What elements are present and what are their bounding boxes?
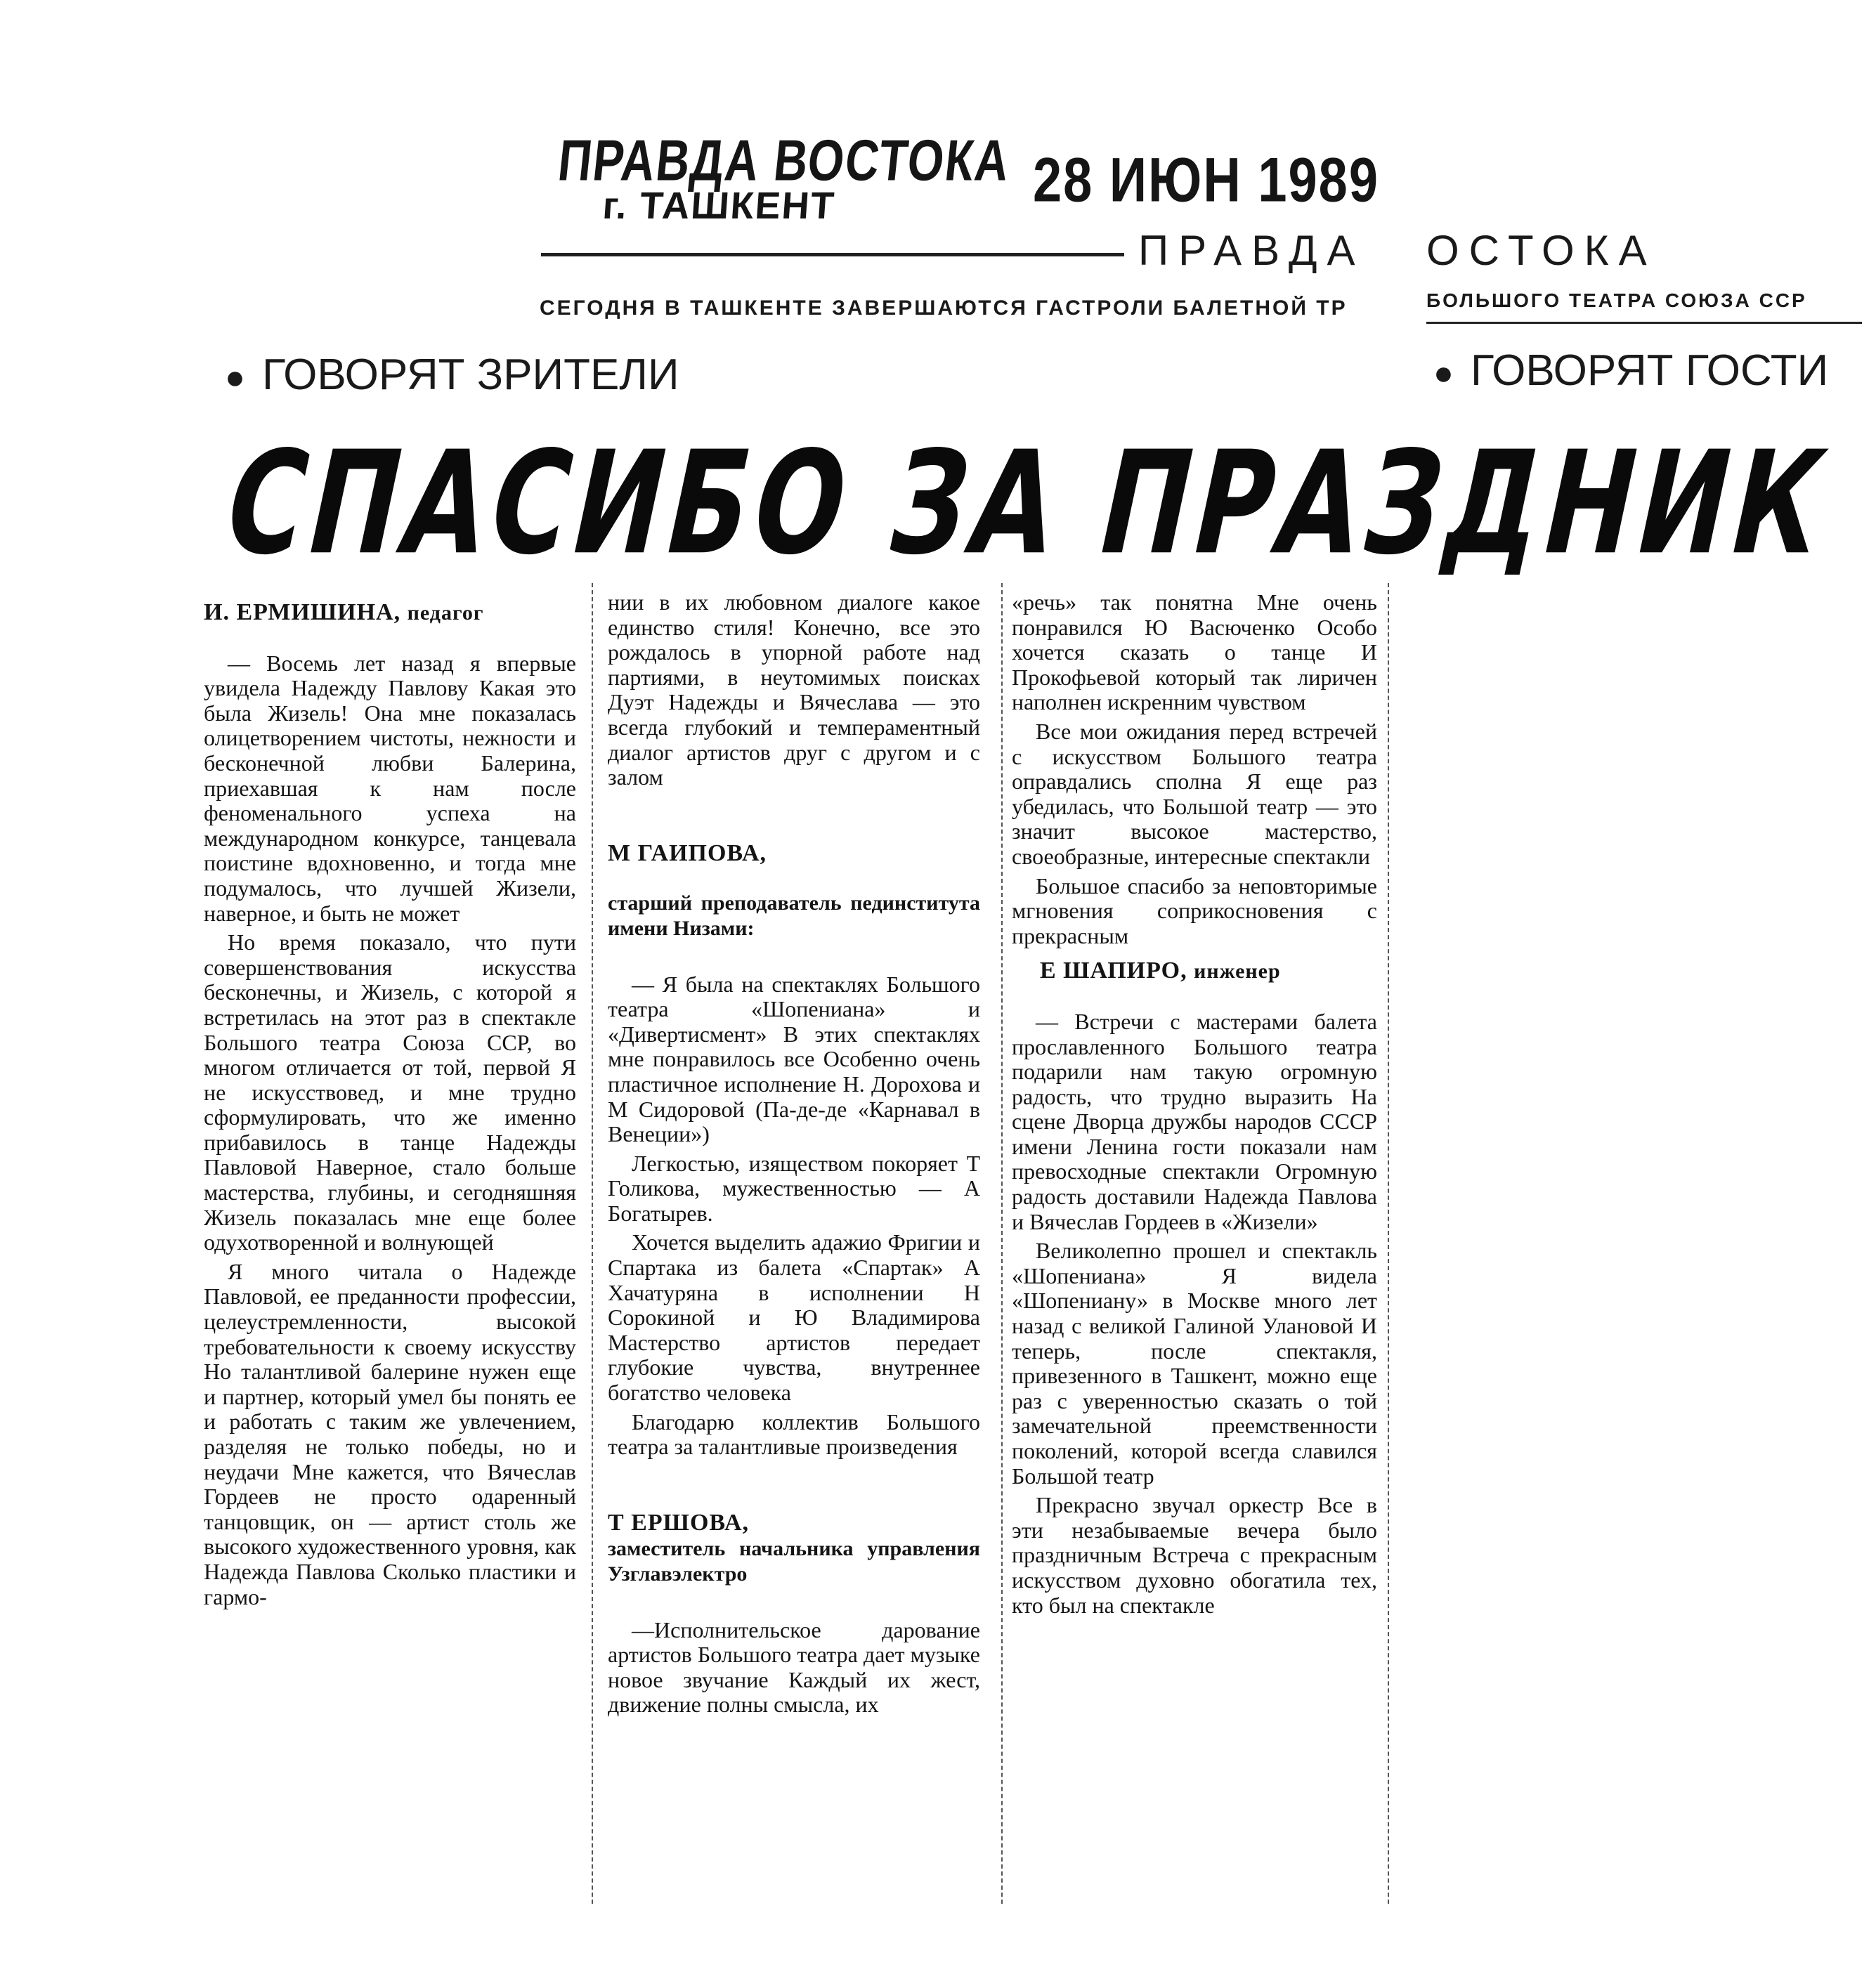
byline-ermishina	[204, 600, 576, 626]
banner-right-underline	[1426, 322, 1862, 324]
author-role: педагог	[407, 601, 484, 625]
masthead-left: ПРАВДА	[1138, 227, 1365, 274]
rubric-guests-label: ГОВОРЯТ ГОСТИ	[1471, 346, 1829, 395]
author-name: Е ШАПИРО,	[1040, 958, 1187, 984]
paragraph: Я много читала о Надежде Павловой, ее преданности профессии, целеустремленности, высокой требовательности к своему искусству Но талантливой балерине нужен еще и партнер, который умел бы понять ее и работать с таким же увлечением, разделяя не только победы, но и неудачи Мне кажется, что Вячеслав Гордеев не просто одаренный танцовщик, он — артист столь же высокого художественного уровня, как Надежда Павлова Сколько пластики и гармо-	[204, 1258, 576, 1609]
archive-stamp-paper: ПРАВДА ВОСТОКА	[555, 127, 1014, 192]
author-role: инженер	[1194, 960, 1281, 984]
paragraph: Прекрасно звучал оркестр Все в эти незабываемые вечера было праздничным Встреча с прекрасным искусством духовно обогатила тех, кто был на спектакле	[1012, 1492, 1377, 1618]
byline-gaipova: М ГАИПОВА,	[608, 839, 767, 866]
spacer	[608, 1594, 980, 1618]
paragraph: Легкостью, изяществом покоряет Т Голикова, мужественностью — А Богатырев.	[608, 1150, 980, 1226]
paragraph: — Встречи с мастерами балета прославленного Большого театра подарили нам такую огромную радость, что трудно выразить На сцене Дворца дружбы народов СССР имени Ленина гости показали нам превосходные спектакли Огромную радость доставили Надежда Павлова и Вячеслав Гордеев в «Жизели»	[1012, 1008, 1377, 1234]
masthead-rule	[541, 253, 1124, 256]
author-role: заместитель начальника управления Узглавэлектро	[608, 1537, 980, 1586]
paragraph: «речь» так понятна Мне очень понравился Ю Васюченко Особо хочется сказать о танце И Прокофьевой который так лиричен наполнен искренним чувством	[1012, 589, 1377, 715]
spacer	[1012, 986, 1377, 1009]
byline-shapiro	[1040, 958, 1377, 984]
spacer	[608, 1464, 980, 1501]
paragraph: Но время показало, что пути совершенствования искусства бесконечны, и Жизель, с которой я встретилась на этот раз в спектакле Большого театра Союза ССР, во многом отличается от той, первой Я не искусствовед, и мне трудно сформулировать, что же именно прибавилось в танце Надежды Павловой Наверное, стало больше мастерства, глубины, и сегодняшняя Жизель показалась мне еще более одухотворенной и волнующей	[204, 929, 576, 1255]
spacer	[608, 867, 980, 891]
spacer	[204, 627, 576, 651]
paragraph: — Я была на спектаклях Большого театра «Шопениана» и «Дивертисмент» В этих спектаклях мне понравилось все Особенно очень пластичное исполнение Н. Дорохова и М Сидоровой (Па-де-де «Карнавал в Венеции»)	[608, 971, 980, 1147]
paragraph: Все мои ожидания перед встречей с искусством Большого театра оправдались сполна Я еще раз убедилась, что Большой театр — это значит высокое мастерство, своеобразные, интересные спектакли	[1012, 718, 1377, 869]
column-divider-1	[592, 583, 593, 1904]
paragraph: Хочется выделить адажио Фригии и Спартака из балета «Спартак» А Хачатуряна в исполнении Н Сорокиной и Ю Владимирова Мастерство артистов передает глубокие чувства, внутреннее богатство человека	[608, 1229, 980, 1406]
article-column-2	[608, 590, 980, 1722]
article-column-3	[1012, 590, 1377, 1622]
article-column-1	[204, 590, 576, 1614]
spacer	[608, 795, 980, 831]
paragraph: Благодарю коллектив Большого театра за талантливые произведения	[608, 1409, 980, 1460]
banner-left: СЕГОДНЯ В ТАШКЕНТЕ ЗАВЕРШАЮТСЯ ГАСТРОЛИ БАЛЕТНОЙ ТР	[540, 296, 1348, 320]
paragraph: Великолепно прошел и спектакль «Шопениана» Я видела «Шопениану» в Москве много лет назад с великой Галиной Улановой И теперь, после спектакля, привезенного в Ташкент, можно еще раз с уверенностью сказать о той замечательной преемственности поколений, которой всегда славился Большой театр	[1012, 1238, 1377, 1489]
bullet-icon: ●	[1433, 355, 1454, 393]
author-name: И. ЕРМИШИНА,	[204, 599, 401, 625]
archive-stamp-date: 28 ИЮН 1989	[1033, 145, 1379, 215]
paragraph: Большое спасибо за неповторимые мгновения соприкосновения с прекрасным	[1012, 873, 1377, 948]
column-divider-3	[1388, 583, 1389, 1904]
paragraph: —Исполнительское дарование артистов Большого театра дает музыке новое звучание Каждый их жест, движение полны смысла, их	[608, 1616, 980, 1718]
bullet-icon: ●	[225, 359, 245, 397]
spacer	[608, 948, 980, 972]
masthead-right: ОСТОКА	[1426, 227, 1657, 274]
headline: СПАСИБО ЗА ПРАЗДНИК	[211, 422, 1844, 587]
rubric-spectators-label: ГОВОРЯТ ЗРИТЕЛИ	[262, 351, 679, 399]
byline-ershova: Т ЕРШОВА,	[608, 1509, 749, 1536]
author-role: старший преподаватель пединститута имени Низами:	[608, 891, 980, 940]
paragraph: — Восемь лет назад я впервые увидела Надежду Павлову Какая это была Жизель! Она мне показалась олицетворением чистоты, нежности и бесконечной любви Балерина, приехавшая к нам после феноменального успеха на международном конкурсе, танцевала поистине вдохновенно, и тогда мне подумалось, что лучшей Жизели, наверное, и быть не может	[204, 650, 576, 926]
archive-stamp-city: г. ТАШКЕНТ	[601, 185, 837, 227]
paragraph: нии в их любовном диалоге какое единство стиля! Конечно, все это рождалось в упорной работе над партиями, в неутомимых поисках Дуэт Надежды и Вячеслава — это всегда глубокий и темпераментный диалог артистов друг с другом и с залом	[608, 589, 980, 790]
rubric-spectators	[225, 350, 679, 400]
rubric-guests	[1433, 346, 1828, 396]
banner-right: БОЛЬШОГО ТЕАТРА СОЮЗА ССР	[1426, 289, 1807, 311]
column-divider-2	[1001, 583, 1003, 1904]
